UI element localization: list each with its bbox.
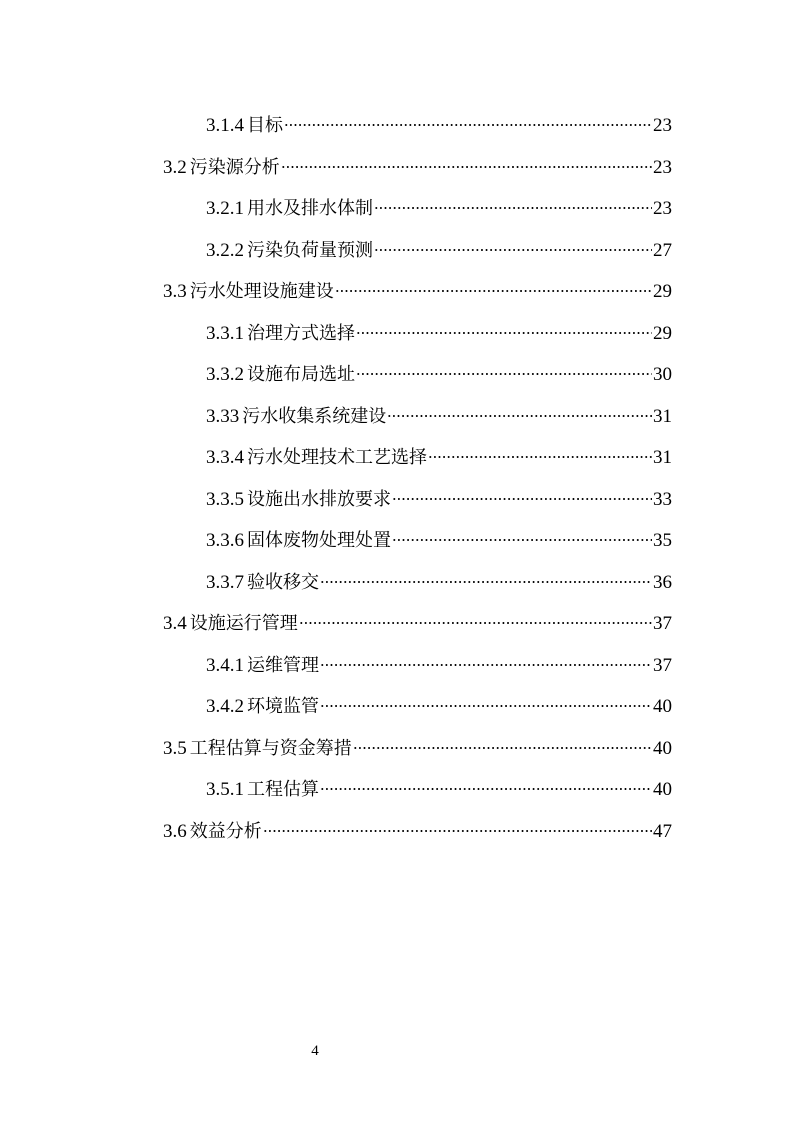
toc-entry-line xyxy=(163,147,672,189)
toc-entry-line xyxy=(206,105,672,147)
toc-entry-page-number: 29 xyxy=(653,322,672,344)
toc-entry-line xyxy=(206,769,672,811)
toc-dot-leader xyxy=(356,332,652,334)
toc-entry-number: 3.3.2 xyxy=(206,364,244,385)
toc-entry-page-number: 31 xyxy=(653,405,672,427)
toc-entry[interactable] xyxy=(0,230,793,272)
toc-dot-leader xyxy=(335,290,652,292)
toc-entry-line xyxy=(163,271,672,313)
toc-entry-page-number: 40 xyxy=(653,696,672,717)
toc-dot-leader xyxy=(263,830,652,832)
toc-entry-title: 设施出水排放要求 xyxy=(247,488,391,510)
toc-entry-page-number: 29 xyxy=(653,281,672,302)
toc-dot-leader xyxy=(356,373,652,375)
toc-dot-leader xyxy=(387,415,652,417)
toc-entry-page-number: 47 xyxy=(653,820,672,842)
toc-entry-title: 效益分析 xyxy=(189,820,262,842)
toc-entry-title: 污染源分析 xyxy=(189,156,280,178)
toc-entry-title: 目标 xyxy=(247,115,283,136)
toc-entry-number: 3.3.7 xyxy=(206,571,244,593)
toc-entry-number: 3.3 xyxy=(163,281,187,302)
toc-entry-title: 用水及排水体制 xyxy=(247,198,373,219)
toc-entry[interactable] xyxy=(0,354,793,396)
toc-entry-number: 3.3.5 xyxy=(206,488,244,510)
toc-entry-line xyxy=(206,313,672,355)
toc-entry-number: 3.6 xyxy=(163,820,187,842)
toc-entry-title: 工程估算与资金筹措 xyxy=(189,737,352,759)
toc-entry-line xyxy=(163,603,672,645)
toc-entry[interactable] xyxy=(0,645,793,687)
toc-entry-title: 运维管理 xyxy=(247,654,319,676)
toc-entry-title: 工程估算 xyxy=(247,779,319,800)
toc-entry-title: 固体废物处理处置 xyxy=(247,530,391,551)
toc-entry-line xyxy=(206,437,672,479)
toc-dot-leader xyxy=(428,456,652,458)
toc-entry[interactable] xyxy=(0,105,793,147)
toc-entry-number: 3.3.6 xyxy=(206,530,244,551)
toc-entry[interactable] xyxy=(0,313,793,355)
toc-entry-title: 设施布局选址 xyxy=(247,364,355,385)
toc-dot-leader xyxy=(392,539,652,541)
toc-entry[interactable] xyxy=(0,188,793,230)
toc-entry-title: 验收移交 xyxy=(247,571,319,593)
toc-entry-title: 设施运行管理 xyxy=(189,613,298,634)
toc-entry-title: 污水处理技术工艺选择 xyxy=(247,447,427,468)
toc-entry-page-number: 40 xyxy=(653,779,672,800)
toc-entry-number: 3.33 xyxy=(206,405,240,427)
toc-dot-leader xyxy=(320,664,652,666)
table-of-contents xyxy=(0,105,793,852)
toc-entry-line xyxy=(206,396,672,438)
toc-dot-leader xyxy=(299,622,652,624)
toc-entry-number: 3.1.4 xyxy=(206,115,244,136)
toc-entry[interactable] xyxy=(0,437,793,479)
toc-entry-line xyxy=(206,562,672,604)
toc-entry-title: 污水收集系统建设 xyxy=(242,405,387,427)
toc-entry-page-number: 30 xyxy=(653,364,672,385)
toc-entry[interactable] xyxy=(0,686,793,728)
toc-entry[interactable] xyxy=(0,396,793,438)
toc-dot-leader xyxy=(353,747,652,749)
toc-entry-page-number: 31 xyxy=(653,447,672,468)
toc-entry-line xyxy=(206,645,672,687)
toc-entry-line xyxy=(206,188,672,230)
toc-entry-page-number: 37 xyxy=(653,654,672,676)
toc-entry[interactable] xyxy=(0,147,793,189)
toc-dot-leader xyxy=(374,249,652,251)
toc-entry[interactable] xyxy=(0,769,793,811)
toc-entry-title: 污水处理设施建设 xyxy=(189,281,334,302)
toc-entry-number: 3.2 xyxy=(163,156,187,178)
toc-entry-line xyxy=(163,811,672,853)
toc-entry-title: 环境监管 xyxy=(247,696,319,717)
toc-entry-page-number: 36 xyxy=(653,571,672,593)
toc-entry-page-number: 23 xyxy=(653,115,672,136)
toc-dot-leader xyxy=(374,207,652,209)
toc-entry-page-number: 23 xyxy=(653,156,672,178)
toc-entry[interactable] xyxy=(0,562,793,604)
toc-entry-number: 3.5 xyxy=(163,737,187,759)
toc-entry[interactable] xyxy=(0,728,793,770)
toc-entry-number: 3.4.2 xyxy=(206,696,244,717)
toc-entry-page-number: 27 xyxy=(653,239,672,261)
toc-entry-number: 3.3.4 xyxy=(206,447,244,468)
toc-dot-leader xyxy=(392,498,652,500)
toc-entry-page-number: 37 xyxy=(653,613,672,634)
toc-entry-number: 3.3.1 xyxy=(206,322,244,344)
toc-entry-line xyxy=(163,728,672,770)
toc-entry[interactable] xyxy=(0,811,793,853)
toc-entry-line xyxy=(206,686,672,728)
toc-entry-number: 3.4.1 xyxy=(206,654,244,676)
toc-dot-leader xyxy=(284,124,652,126)
page-number: 4 xyxy=(311,1043,319,1059)
toc-entry-number: 3.2.1 xyxy=(206,198,244,219)
toc-entry[interactable] xyxy=(0,479,793,521)
toc-entry-line xyxy=(206,479,672,521)
toc-entry-number: 3.5.1 xyxy=(206,779,244,800)
toc-dot-leader xyxy=(320,788,652,790)
toc-entry-number: 3.4 xyxy=(163,613,187,634)
toc-entry-title: 治理方式选择 xyxy=(247,322,355,344)
toc-entry-page-number: 33 xyxy=(653,488,672,510)
toc-entry[interactable] xyxy=(0,271,793,313)
toc-entry-page-number: 40 xyxy=(653,737,672,759)
toc-entry-page-number: 23 xyxy=(653,198,672,219)
toc-entry-title: 污染负荷量预测 xyxy=(247,239,373,261)
toc-entry-page-number: 35 xyxy=(653,530,672,551)
toc-entry-line xyxy=(206,230,672,272)
toc-entry[interactable] xyxy=(0,603,793,645)
toc-dot-leader xyxy=(320,705,652,707)
toc-dot-leader xyxy=(281,166,652,168)
toc-entry-line xyxy=(206,520,672,562)
toc-entry-line xyxy=(206,354,672,396)
toc-entry[interactable] xyxy=(0,520,793,562)
toc-entry-number: 3.2.2 xyxy=(206,239,244,261)
toc-dot-leader xyxy=(320,581,652,583)
